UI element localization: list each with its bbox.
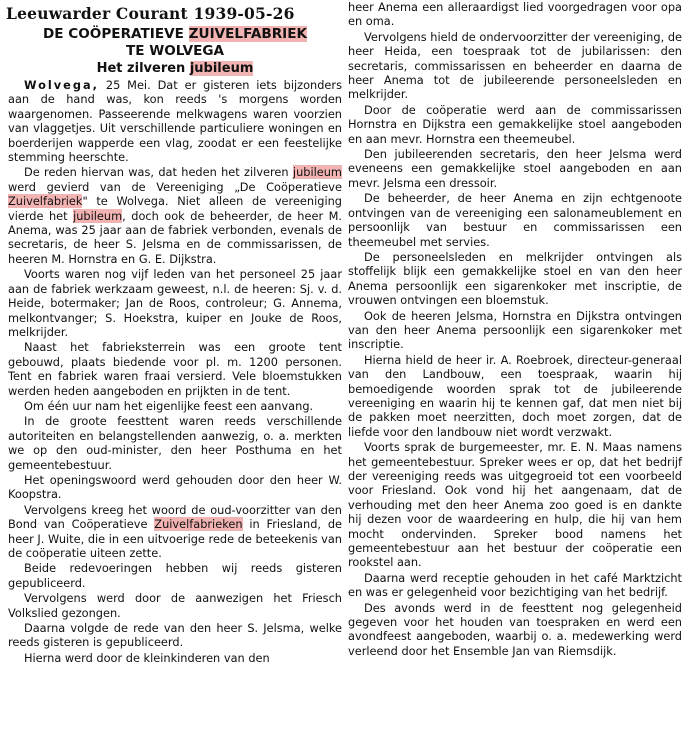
- subheadline: [8, 60, 342, 77]
- headline-text: DE COÖPERATIEVE: [42, 26, 189, 42]
- paragraph: Daarna volgde de rede van den heer S. Jelsma, welke reeds gisteren is gepubliceerd.: [8, 621, 342, 650]
- paragraph-text: " te Wolvega. Niet alleen de vereeniging vierde het: [8, 194, 342, 223]
- paragraph: heer Anema een alleraardigst lied voorgedragen voor opa en oma.: [348, 0, 682, 29]
- paragraph: Naast het fabrieksterrein was een groote tent gebouwd, plaats biedende voor pl. m. 1200 personen. Tent en fabriek waren fraai versierd. Vele bloemstukken werden heden aangeboden en prijkten in de tent.: [8, 340, 342, 398]
- paragraph-text: werd gevierd van de Vereeniging „De Coöperatieve: [8, 179, 342, 194]
- paragraph: Vervolgens werd door de aanwezigen het Friesch Volkslied gezongen.: [8, 591, 342, 620]
- subheadline-highlight: jubileum: [189, 61, 254, 76]
- paragraph: [8, 165, 342, 266]
- paragraph: Voorts sprak de burgemeester, mr. E. N. Maas namens het gemeentebestuur. Spreker wees er op, dat het bedrijf der vereeniging reeds was uitgegroeid tot een voorbeeld voor Friesland. Ook vond hij het aangenaam, dat de verhouding met den heer Anema zoo goed is en dankte hij dezen voor de waardeering en hulp, die hij van hem mocht ondervinden. Spreker bood namens het gemeentebestuur aan het bestuur der coöperatie een rookstel aan.: [348, 440, 682, 570]
- subheadline-text: Het zilveren: [96, 61, 190, 76]
- paragraph: Des avonds werd in de feesttent nog gelegenheid gegeven voor het houden van toespraken en werd een avondfeest aangeboden, waarbij o. a. medewerking werd verleend door het Ensemble Jan van Riemsdijk.: [348, 600, 682, 658]
- paragraph: In de groote feesttent waren reeds verschillende autoriteiten en belangstellenden aanwezig, o. a. merkten we op den oud-minister, den heer Posthuma en het gemeentebestuur.: [8, 414, 342, 472]
- paragraph: Den jubileerenden secretaris, den heer Jelsma werd eveneens een gemakkelijke stoel aangeboden en aan mevr. Jelsma een dressoir.: [348, 147, 682, 190]
- paragraph: [8, 78, 342, 164]
- paragraph: Om één uur nam het eigenlijke feest een aanvang.: [24, 398, 314, 413]
- highlight: jubileum: [292, 165, 342, 180]
- paragraph: Vervolgens hield de ondervoorzitter der vereeniging, de heer Heida, een toespraak tot de jubilarissen: den secretaris, commissarissen en beheerder en daarna de heer Anema tot de jubileerende personeelsleden en melkrijder.: [348, 29, 682, 102]
- paragraph: Hierna hield de heer ir. A. Roebroek, directeur-generaal van den Landbouw, een toespraak, waarin hij bemoedigende woorden sprak tot de jubileerende vereeniging en waarin hij te kennen gaf, dat men niet bij de pakken moet neerzitten, doch moet zorgen, dat de liefde voor den landbouw niet wordt verzwakt.: [348, 352, 682, 439]
- highlight: Zuivelfabrieken: [154, 517, 243, 532]
- headline-line-2: TE WOLVEGA: [125, 43, 225, 59]
- paragraph: Hierna werd door de kleinkinderen van den: [24, 650, 270, 665]
- paragraph-text: De reden hiervan was, dat heden het zilveren: [24, 165, 293, 180]
- paragraph: De beheerder, de heer Anema en zijn echtgenoote ontvingen van de vereeniging een salonameublement en persoonlijk van bestuur en commissarissen een theemeubel met servies.: [348, 191, 682, 249]
- paragraph: Voorts waren nog vijf leden van het personeel 25 jaar aan de fabriek werkzaam geweest, n.l. de heeren: Sj. v. d. Heide, botermaker; Jan de Roos, controleur; G. Annema, melkontvanger; S. Hoekstra, kuiper en Jouke de Roos, melkrijder.: [8, 267, 342, 339]
- paragraph: Beide redevoeringen hebben wij reeds gisteren gepubliceerd.: [8, 561, 342, 590]
- headline-line-1: [8, 26, 342, 43]
- paragraph: Het openingswoord werd gehouden door den heer W. Koopstra.: [8, 472, 342, 502]
- dateline: Wolvega,: [24, 78, 99, 92]
- left-column: [8, 26, 342, 666]
- paragraph-text: Vervolgens kreeg het woord de oud-voorzitter van den Bond van Coöperatieve: [8, 502, 342, 532]
- paragraph: Daarna werd receptie gehouden in het café Marktzicht en was er gelegenheid voor bezichtiging van het bedrijf.: [348, 570, 682, 600]
- right-column: [348, 0, 682, 659]
- headline-highlight: ZUIVELFABRIEK: [188, 26, 308, 42]
- paragraph-text: , doch ook de beheerder, de heer M. Anema, was 25 jaar aan de fabriek verbonden, evenals de secretaris, de heer S. Jelsma en de commissarissen, de heeren M. Hornstra en G. E. Dijkstra.: [8, 208, 342, 266]
- paragraph: Ook de heeren Jelsma, Hornstra en Dijkstra ontvingen van den heer Anema persoonlijk een sigarenkoker met inscriptie.: [348, 308, 682, 352]
- paragraph-text: 25 Mei. Dat er gisteren iets bijzonders aan de hand was, kon reeds 's morgens worden waargenomen. Passeerende melkwagens waren voorzien van vlaggetjes. Uit verschillende particuliere woningen en boerderijen wapperde een vlag, zoodat er een feestelijke stemming heerschte.: [8, 78, 342, 165]
- paragraph: De personeelsleden en melkrijder ontvingen als stoffelijk blijk een gemakkelijke stoel en van den heer Anema persoonlijk een sigarenkoker met inscriptie, de vrouwen ontvingen een bloemstuk.: [348, 249, 682, 308]
- highlight: jubileum: [73, 208, 123, 223]
- paragraph-text: in Friesland, de heer J. Wuite, die in een uitvoerige rede de beteekenis van de coöperatie uiteen zette.: [8, 517, 343, 560]
- highlight: Zuivelfabriek: [8, 194, 83, 209]
- paragraph: Door de coöperatie werd aan de commissarissen Hornstra en Dijkstra een gemakkelijke stoel aangeboden en aan mevr. Hornstra een theemeubel.: [348, 102, 682, 146]
- masthead: Leeuwarder Courant 1939-05-26: [6, 4, 295, 23]
- paragraph: [8, 503, 342, 561]
